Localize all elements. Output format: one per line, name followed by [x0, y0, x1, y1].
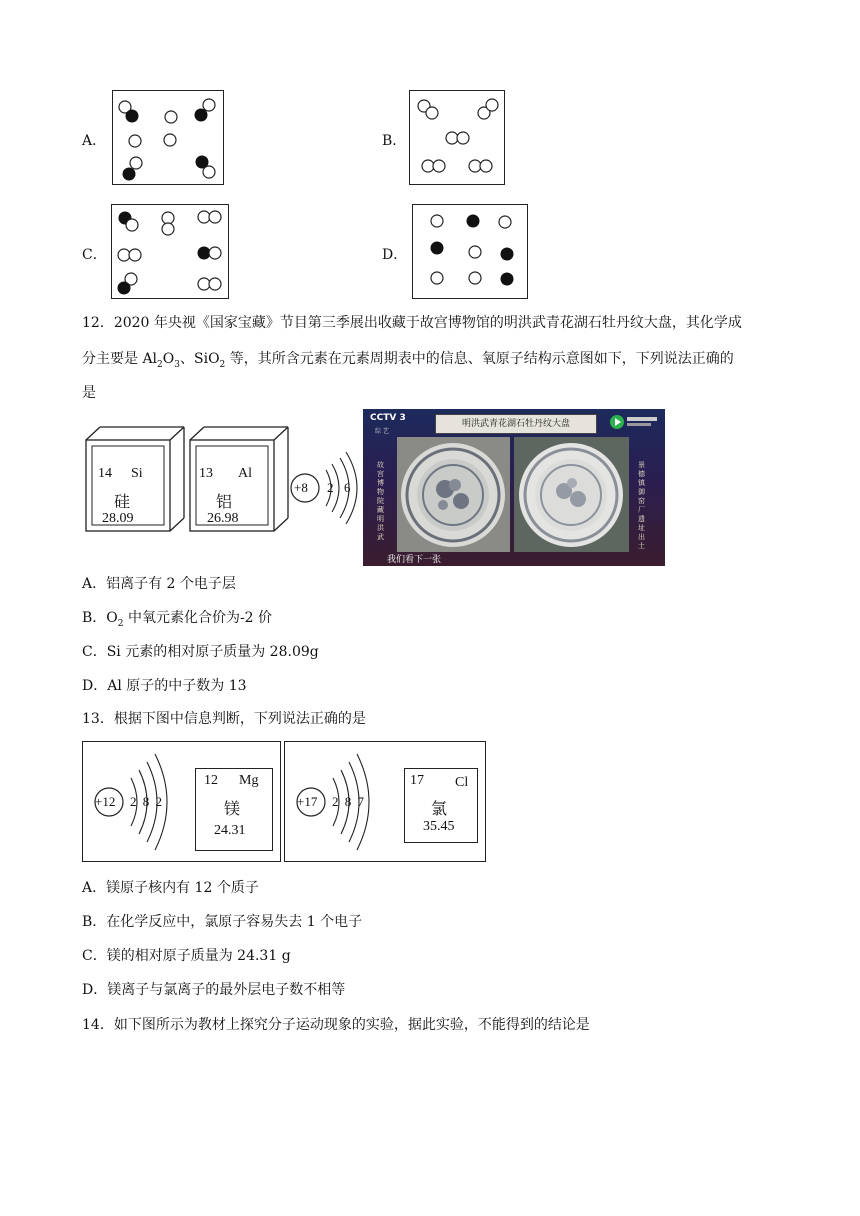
plate-right-image: [514, 437, 629, 552]
q12-sub-2: 3: [174, 359, 180, 370]
mg-nucleus: +12: [95, 794, 116, 809]
cl-symbol: Cl: [455, 775, 469, 790]
q12-line2-mid2: 、SiO: [180, 351, 220, 367]
si-symbol: Si: [131, 466, 143, 481]
cctv-channel-sub: 综 艺: [375, 428, 389, 435]
oxygen-shell-2: 6: [344, 480, 351, 495]
al-symbol: Al: [238, 466, 252, 481]
tv-program-screenshot: [363, 409, 665, 566]
cl-name: 氯: [431, 799, 448, 818]
al-atomic-number: 13: [199, 466, 213, 481]
option-a-diagram: [112, 90, 224, 185]
si-name: 硅: [114, 492, 131, 511]
program-title: 明洪武青花湖石牡丹纹大盘: [461, 419, 570, 429]
mg-symbol: Mg: [239, 773, 259, 788]
q13-stem: 13．根据下图中信息判断，下列说法正确的是: [82, 711, 366, 727]
molecule-diagram-b: [410, 91, 506, 186]
q12-line2-post: 等，其所含元素在元素周期表中的信息、氧原子结构示意图如下，下列说法正确的: [225, 351, 734, 367]
cl-mass: 35.45: [423, 819, 455, 834]
oxygen-shell-1: 2: [327, 480, 334, 495]
q12-option-b-sub: 2: [117, 618, 124, 629]
q12-line2-pre: 分主要是 Al: [82, 351, 158, 367]
option-b-diagram: [409, 90, 505, 185]
q12-option-b-post: 中氧元素化合价为-2 价: [123, 610, 273, 626]
q13-option-a: A．镁原子核内有 12 个质子: [82, 880, 259, 896]
q12-option-d: D．Al 原子的中子数为 13: [82, 678, 247, 694]
plate-panel-right: [514, 437, 629, 552]
plate-panel-left: [397, 437, 510, 552]
q12-stem-line2: [82, 349, 734, 375]
play-logo-icon: [609, 414, 625, 430]
al-name: 铝: [216, 492, 233, 511]
option-b-label: B．: [382, 133, 407, 149]
q12-option-c: C．Si 元素的相对原子质量为 28.09g: [82, 644, 319, 660]
side-caption-right: 景德镇御窑厂遗址出土: [638, 461, 645, 550]
option-d-diagram: [412, 204, 528, 299]
q12-sub-1: 2: [157, 359, 163, 370]
option-c-label: C．: [82, 247, 107, 263]
mg-element-cell: [195, 768, 273, 851]
q12-line2-mid1: O: [162, 351, 175, 367]
option-c-diagram: [111, 204, 229, 299]
mg-name: 镁: [224, 799, 241, 818]
mg-shells: 2 8 2: [130, 794, 162, 809]
cl-atomic-number: 17: [410, 773, 424, 788]
oxygen-nucleus: +8: [294, 480, 308, 495]
q12-option-b-pre: B．O: [82, 610, 118, 626]
q14-stem: 14．如下图所示为教材上探究分子运动现象的实验，据此实验，不能得到的结论是: [82, 1017, 590, 1033]
molecule-diagram-c: [112, 205, 230, 300]
mg-info-panel: [82, 741, 281, 862]
q12-stem-line3: 是: [82, 385, 96, 401]
q13-option-d: D．镁离子与氯离子的最外层电子数不相等: [82, 982, 346, 998]
molecule-diagram-a: [113, 91, 225, 186]
side-caption-left: 故宫博物院藏明洪武: [377, 461, 384, 541]
cl-element-cell: [404, 768, 478, 843]
mg-atomic-number: 12: [204, 773, 218, 788]
si-mass: 28.09: [102, 511, 134, 526]
mg-mass: 24.31: [214, 823, 246, 838]
q13-option-b: B．在化学反应中，氯原子容易失去 1 个电子: [82, 914, 363, 930]
video-caption: 我们看下一张: [387, 555, 442, 565]
cl-info-panel: [284, 741, 486, 862]
tencent-video-logo: [609, 414, 659, 430]
option-a-label: A．: [82, 133, 107, 149]
q12-sub-3: 2: [219, 359, 226, 370]
q12-option-a: A．铝离子有 2 个电子层: [82, 576, 236, 592]
q12-stem-line1: 12．2020 年央视《国家宝藏》节目第三季展出收藏于故宫博物馆的明洪武青花湖石牡丹纹大盘，其化学成: [82, 315, 742, 331]
q13-option-c: C．镁的相对原子质量为 24.31 g: [82, 948, 291, 964]
option-d-label: D．: [382, 247, 408, 263]
q12-option-b: [82, 608, 272, 634]
cctv-logo: CCTV 3: [370, 413, 406, 423]
program-title-banner: [435, 414, 597, 434]
al-mass: 26.98: [207, 511, 239, 526]
plate-left-image: [397, 437, 510, 552]
cl-shells: 2 8 7: [332, 794, 364, 809]
molecule-diagram-d: [413, 205, 529, 300]
si-atomic-number: 14: [98, 466, 112, 481]
cl-nucleus: +17: [297, 794, 318, 809]
